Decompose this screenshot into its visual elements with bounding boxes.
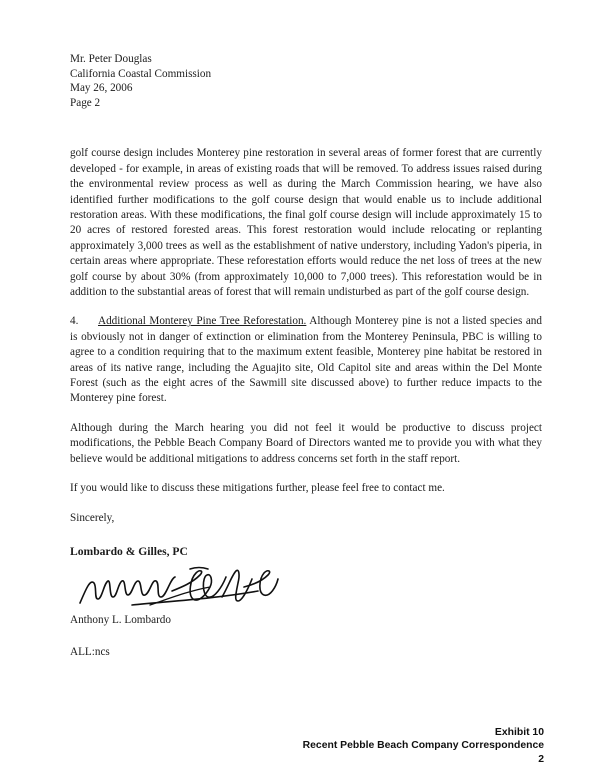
item-number: 4. [70,315,79,328]
typist-initials: ALL:ncs [70,645,110,658]
footer-page-number: 2 [538,753,544,765]
signature-flourish-icon [148,585,268,611]
letter-body [70,146,542,660]
letter-date: May 26, 2006 [70,82,133,95]
paragraph-board-directors: Although during the March hearing you did not feel it would be productive to discuss project modifications, the Pebble Beach Company Board of Directors wanted me to provide you with what they believe would be additional mitigations to address concerns set forth in the staff report. [70,421,542,465]
recipient-block [70,52,542,110]
numbered-item-4 [70,314,542,406]
exhibit-footer [303,726,544,767]
exhibit-description: Recent Pebble Beach Company Correspondence [302,740,544,751]
page-label: Page 2 [70,96,101,109]
closing-salutation: Sincerely, [70,511,115,524]
exhibit-label: Exhibit 10 [494,726,544,738]
item-heading: Additional Monterey Pine Tree Reforestation. [98,315,307,328]
item-text: Although Monterey pine is not a listed species and is obviously not in danger of extinction or elimination from the Monterey Peninsula, PBC is willing to agree to a condition requiring that to the maximum extent feasible, Monterey pine habitat be restored in areas of its native range, including the Aguajito site, Old Capitol site and areas within the Del Monte Forest (such as the eight acres of the Sawmill site discussed above) to further reduce impacts to the Monterey pine forest. [70,315,542,405]
recipient-organization: California Coastal Commission [70,67,212,80]
firm-name: Lombardo & Gilles, PC [70,544,188,558]
paragraph-continued: golf course design includes Monterey pine restoration in several areas of former forest that are currently developed - for example, in areas of existing roads that will be removed. To address issues raised during the environmental review process as well as during the March Commission hearing, we have also identified further modifications to the golf course design that would enable us to include additional restoration areas. With these modifications, the final golf course design will include approximately 15 to 20 acres of restored forested areas. This forest restoration would include relocating or replanting approximately 3,000 trees as well as the establishment of native understory, including Yadon's piperia, in certain areas where appropriate. These reforestation efforts would reduce the net loss of trees at the new golf course by about 30% (from approximately 10,000 to 7,000 trees). This reforestation would be in addition to the substantial areas of forest that will remain undisturbed as part of the golf course design. [70,147,542,299]
paragraph-contact: If you would like to discuss these mitigations further, please feel free to contact me. [70,482,445,495]
signature-area [70,559,542,611]
recipient-name: Mr. Peter Douglas [70,53,152,65]
signer-name: Anthony L. Lombardo [70,614,171,627]
